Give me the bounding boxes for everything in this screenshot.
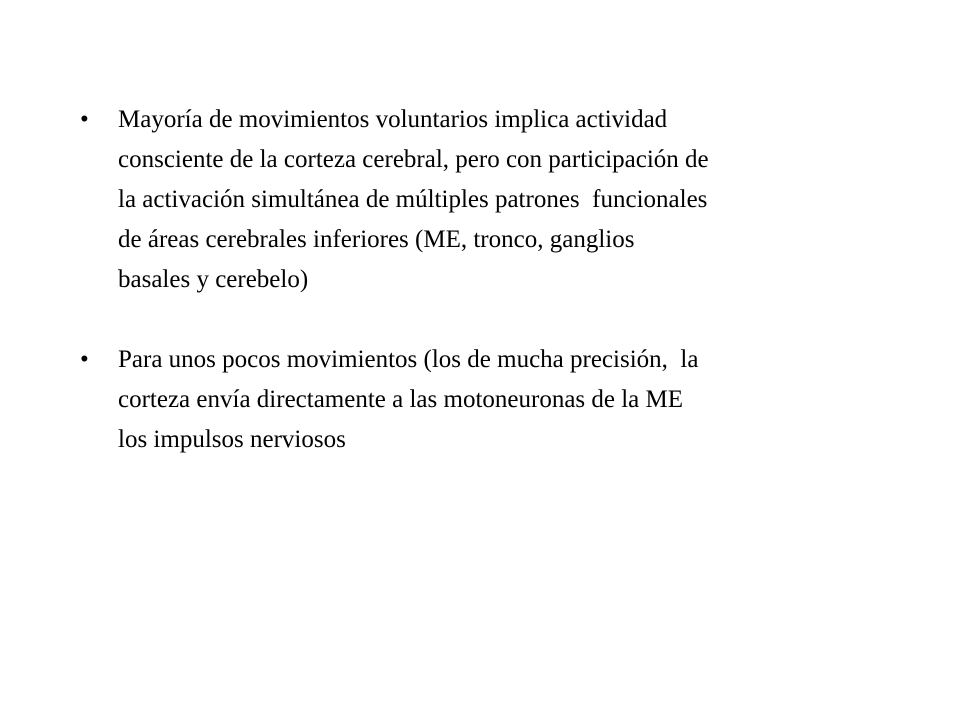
bullet-item-1 [80,100,880,300]
bullet-1-line-4: de áreas cerebrales inferiores (ME, tronco, ganglios [118,226,635,253]
bullet-item-2 [80,340,880,460]
bullet-1-line-3: la activación simultánea de múltiples patrones funcionales [118,186,708,213]
bullet-2-line-2: corteza envía directamente a las motoneuronas de la ME [118,386,684,413]
bullet-2-line-1: Para unos pocos movimientos (los de mucha precisión, la [118,346,699,373]
bullet-1-line-5: basales y cerebelo) [118,266,309,293]
bullet-dot-icon: • [80,346,89,373]
bullet-1-line-2: consciente de la corteza cerebral, pero con participación de [118,146,709,173]
bullet-dot-icon: • [80,106,89,133]
bullet-1-line-1: Mayoría de movimientos voluntarios implica actividad [118,106,668,133]
bullet-2-line-3: los impulsos nerviosos [118,426,346,453]
bullet-list [80,100,880,500]
